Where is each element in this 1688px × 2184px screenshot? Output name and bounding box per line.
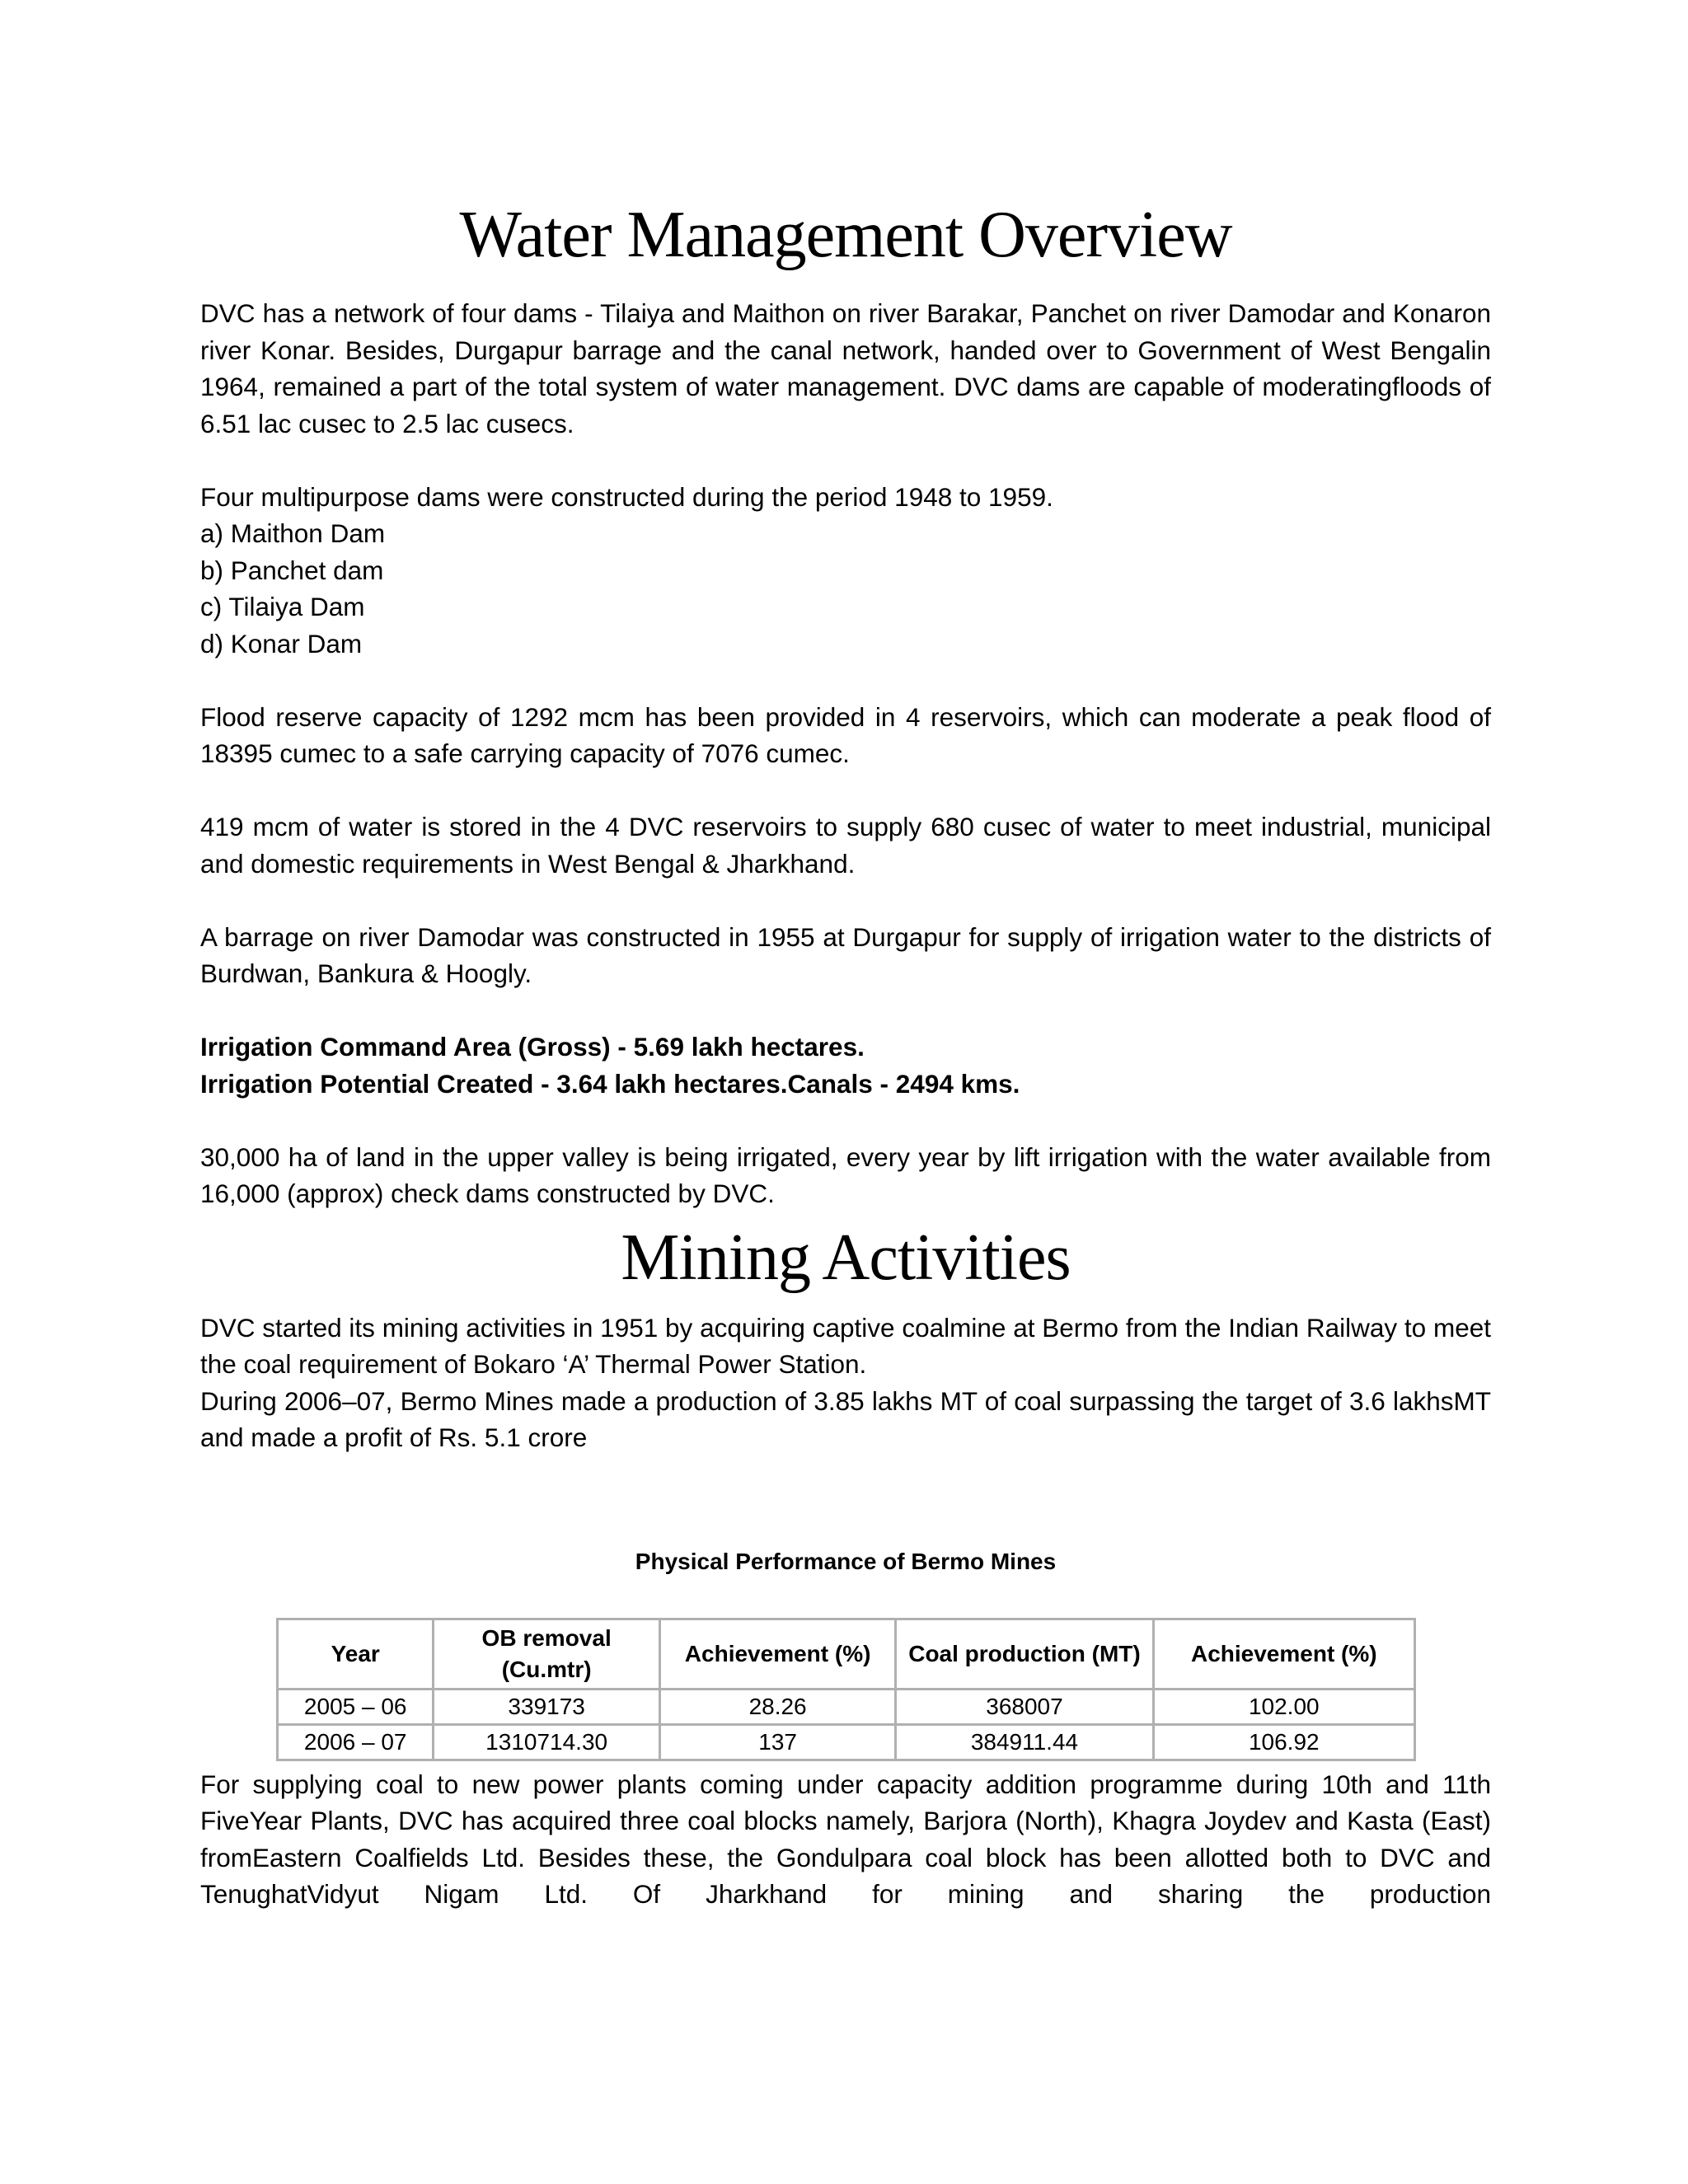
dam-list-item: a) Maithon Dam: [200, 518, 386, 548]
document-page: [200, 198, 1491, 1913]
barrage-paragraph: A barrage on river Damodar was constructed in 1955 at Durgapur for supply of irrigation water to the districts of Burdwan, Bankura & Hoogly.: [200, 921, 1491, 988]
cell-coal-achievement: 106.92: [1153, 1724, 1414, 1760]
mining-start-paragraph: DVC started its mining activities in 1951 by acquiring captive coalmine at Bermo from the Indian Railway to meet the coal requirement of Bokaro ‘A’ Thermal Power Station.: [200, 1312, 1491, 1379]
water-intro-paragraph: DVC has a network of four dams - Tilaiya and Maithon on river Barakar, Panchet on river Damodar and Konaron river Konar. Besides, Durgapur barrage and the canal network, handed over to Government of West Bengalin 1964, remained a part of the total system of water management. DVC dams are capable of moderatingfloods of 6.51 lac cusec to 2.5 lac cusecs.: [200, 298, 1491, 438]
header-ob-removal-label: OB removal (Cu.mtr): [481, 1624, 612, 1682]
water-management-heading: Water Management Overview: [459, 199, 1232, 271]
cell-coal-production: 368007: [896, 1689, 1153, 1724]
coal-blocks-paragraph: For supplying coal to new power plants coming under capacity addition programme during 10th and 11th FiveYear Plants, DVC has acquired three coal blocks namely, Barjora (North), Khagra Joydev and Kasta (East) fromEastern Coalfields Ltd. Besides these, the Gondulpara coal block has been allotted both to DVC and TenughatVidyut Nigam Ltd. Of Jharkhand for mining and sharing the production: [200, 1769, 1491, 1909]
cell-ob-achievement: 28.26: [659, 1689, 896, 1724]
dam-list-item: c) Tilaiya Dam: [200, 592, 365, 621]
cell-coal-production: 384911.44: [896, 1724, 1153, 1760]
irrigation-area-line: Irrigation Command Area (Gross) - 5.69 lakh hectares.: [200, 1032, 865, 1062]
lift-irrigation-paragraph: 30,000 ha of land in the upper valley is being irrigated, every year by lift irrigation with the water available from 16,000 (approx) check dams constructed by DVC.: [200, 1141, 1491, 1208]
dam-list-item: b) Panchet dam: [200, 555, 384, 585]
cell-ob-removal: 339173: [434, 1689, 659, 1724]
table-row: [278, 1724, 1415, 1760]
cell-coal-achievement: 102.00: [1153, 1689, 1414, 1724]
header-coal-achievement: Achievement (%): [1153, 1619, 1414, 1689]
irrigation-potential-line: Irrigation Potential Created - 3.64 lakh hectares.Canals - 2494 kms.: [200, 1068, 1020, 1099]
cell-ob-removal: 1310714.30: [434, 1724, 659, 1760]
header-ob-achievement: Achievement (%): [659, 1619, 896, 1689]
header-coal-production: Coal production (MT): [896, 1619, 1153, 1689]
table-header-row: [278, 1619, 1415, 1689]
mining-production-paragraph: During 2006–07, Bermo Mines made a production of 3.85 lakhs MT of coal surpassing the target of 3.6 lakhsMT and made a profit of Rs. 5.1 crore: [200, 1385, 1491, 1452]
cell-year: 2006 – 07: [278, 1724, 434, 1760]
dam-list-item: d) Konar Dam: [200, 628, 363, 658]
cell-year: 2005 – 06: [278, 1689, 434, 1724]
water-storage-paragraph: 419 mcm of water is stored in the 4 DVC reservoirs to supply 680 cusec of water to meet industrial, municipal and domestic requirements in West Bengal & Jharkhand.: [200, 812, 1491, 879]
cell-ob-achievement: 137: [659, 1724, 896, 1760]
header-ob-removal: [434, 1619, 659, 1689]
header-year: Year: [278, 1619, 434, 1689]
table-row: [278, 1689, 1415, 1724]
mining-activities-heading: Mining Activities: [621, 1221, 1071, 1294]
performance-table: [276, 1618, 1416, 1761]
dams-intro-line: Four multipurpose dams were constructed during the period 1948 to 1959.: [200, 481, 1053, 512]
flood-reserve-paragraph: Flood reserve capacity of 1292 mcm has been provided in 4 reservoirs, which can moderate a peak flood of 18395 cumec to a safe carrying capacity of 7076 cumec.: [200, 701, 1491, 768]
table-title: Physical Performance of Bermo Mines: [635, 1548, 1057, 1574]
